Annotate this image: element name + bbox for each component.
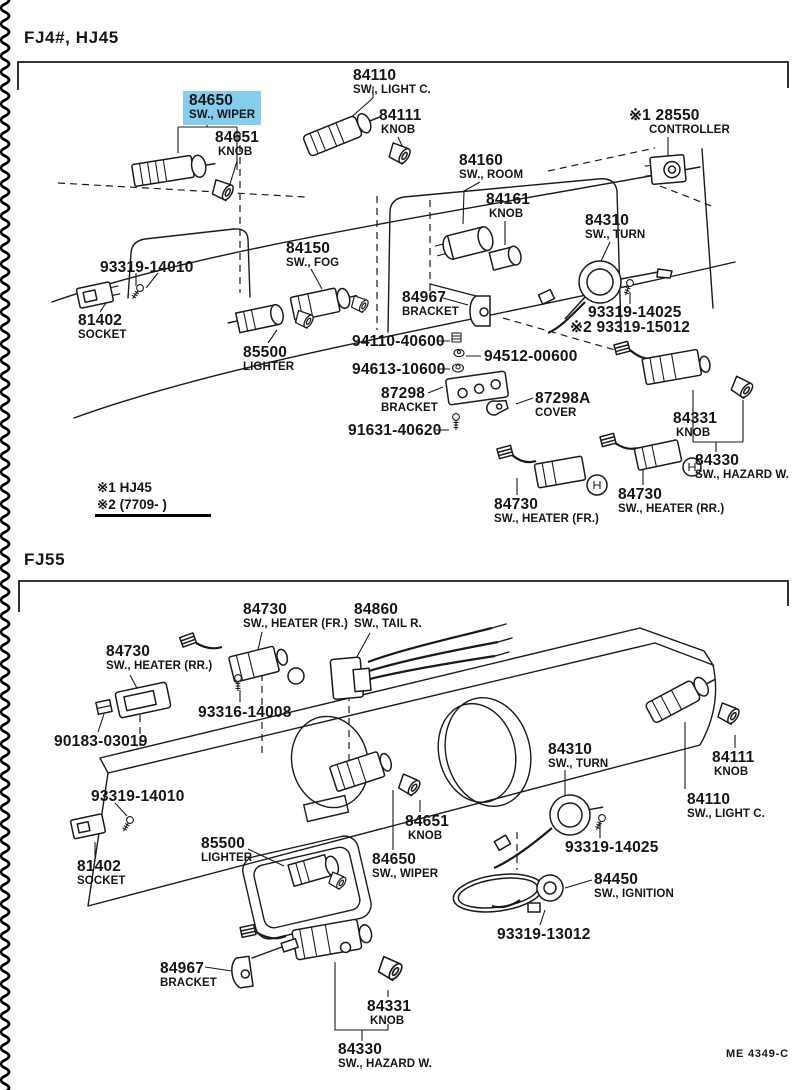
footnote-2: ※2 (7709- )	[97, 497, 167, 512]
part-number: 93319-14010	[91, 788, 185, 805]
part-caption: SW., HEATER (RR.)	[106, 660, 213, 673]
part-label	[629, 108, 730, 137]
part-number: 93319-13012	[497, 926, 591, 943]
part-number: 93319-14010	[100, 259, 194, 276]
part-number: 85500	[201, 835, 246, 852]
fj55-screw-93319-14010-glyph	[121, 815, 135, 833]
fj55-light-knob-glyph	[715, 700, 742, 726]
part-caption: SW., WIPER	[189, 109, 256, 122]
part-label	[494, 497, 599, 526]
part-label	[548, 742, 608, 771]
screw-93319-14025-glyph	[622, 279, 634, 297]
part-number: 84331	[673, 410, 718, 427]
fj55-socket-glyph	[70, 814, 105, 839]
section-title-fj55: FJ55	[24, 550, 66, 569]
light-knob-glyph	[386, 140, 412, 165]
part-number: 93319-14025	[588, 304, 682, 321]
bracket-87298-glyph	[445, 371, 508, 405]
part-caption: SW., WIPER	[372, 868, 439, 881]
part-label	[381, 386, 438, 415]
part-number: 81402	[78, 312, 123, 329]
controller-glyph	[644, 155, 686, 185]
part-number: 84650	[189, 92, 234, 109]
part-number: 84450	[594, 871, 639, 888]
light-switch-glyph	[303, 106, 385, 156]
part-label	[352, 362, 446, 378]
part-number: 84310	[585, 212, 630, 229]
part-label	[570, 320, 690, 336]
part-label	[338, 1042, 432, 1071]
part-number: 84330	[695, 452, 740, 469]
part-label	[565, 840, 659, 856]
part-caption: BRACKET	[402, 306, 459, 319]
part-caption: SW., HAZARD W.	[695, 469, 790, 482]
part-number: 84651	[215, 129, 260, 146]
part-label	[243, 345, 294, 374]
screw-93319-14010-glyph	[130, 283, 145, 300]
fj55-wiper-switch-glyph	[329, 748, 394, 791]
part-caption: KNOB	[489, 208, 524, 221]
part-number: 91631-40620	[348, 422, 442, 439]
hazard-knob-glyph	[728, 374, 755, 400]
part-caption: BRACKET	[381, 402, 438, 415]
cover-87298a-glyph	[485, 398, 509, 417]
part-caption: SOCKET	[78, 329, 127, 342]
part-caption: SW., LIGHT C.	[353, 84, 431, 97]
room-knob-glyph	[489, 245, 523, 271]
part-label	[91, 789, 185, 805]
part-caption: LIGHTER	[243, 361, 295, 374]
part-caption: SW., IGNITION	[594, 888, 674, 901]
part-label	[201, 836, 252, 865]
tail-switch-glyph	[330, 624, 512, 700]
fj55-bracket-84967-glyph	[230, 939, 298, 989]
screw-93316-glyph	[235, 675, 242, 691]
part-caption: SW., FOG	[286, 257, 340, 270]
part-label	[160, 961, 217, 990]
part-caption: KNOB	[408, 830, 443, 843]
clip-90183-glyph	[96, 700, 112, 715]
part-label	[712, 750, 754, 779]
part-number: 84160	[459, 152, 504, 169]
part-label	[100, 260, 194, 276]
part-label	[367, 999, 411, 1028]
part-label	[215, 130, 259, 159]
part-caption: SW., LIGHT C.	[687, 808, 765, 821]
part-label	[594, 872, 674, 901]
part-number: 84730	[243, 601, 288, 618]
fj55-light-switch-glyph	[645, 670, 721, 724]
part-caption: KNOB	[676, 427, 711, 440]
heater-front-switch-glyph	[497, 445, 607, 495]
part-number: 85500	[243, 344, 288, 361]
part-label	[77, 859, 126, 888]
part-number: 84730	[618, 486, 663, 503]
hazard-switch-glyph	[614, 341, 712, 384]
part-label	[54, 734, 148, 750]
part-caption: COVER	[535, 407, 577, 420]
part-number: 87298A	[535, 390, 591, 407]
section-title-fj4-hj45: FJ4#, HJ45	[24, 28, 119, 47]
hardware-column-glyphs	[452, 333, 464, 372]
part-number: 84860	[354, 601, 399, 618]
part-label	[695, 453, 789, 482]
plate-code: ME 4349-C	[726, 1048, 789, 1060]
room-switch-glyph	[433, 225, 495, 262]
part-number: 84967	[402, 289, 447, 306]
part-caption: SW., HEATER (FR.)	[243, 618, 348, 631]
part-label	[497, 927, 591, 943]
part-label	[618, 487, 724, 516]
part-caption: KNOB	[218, 146, 253, 159]
part-number: 93316-14008	[198, 704, 292, 721]
part-number: 84730	[106, 643, 151, 660]
part-number: 81402	[77, 858, 122, 875]
part-caption: SW., HEATER (RR.)	[618, 503, 725, 516]
part-caption: KNOB	[381, 124, 416, 137]
part-number: 84310	[548, 741, 593, 758]
part-label	[372, 852, 438, 881]
part-number: 84150	[286, 240, 331, 257]
part-number: 84110	[687, 791, 731, 808]
screw-91631-glyph	[453, 414, 460, 430]
part-label	[459, 153, 523, 182]
part-number: 90183-03019	[54, 733, 148, 750]
part-caption: SOCKET	[77, 875, 126, 888]
part-number: 84161	[486, 191, 531, 208]
footnote-1: ※1 HJ45	[97, 480, 152, 495]
part-label	[486, 192, 530, 221]
part-caption: BRACKET	[160, 977, 217, 990]
part-label	[673, 411, 717, 440]
part-number: 94110-40600	[352, 333, 445, 350]
part-number: 84967	[160, 960, 205, 977]
part-label	[353, 68, 431, 97]
part-label	[405, 814, 449, 843]
ignition-switch-glyph	[451, 869, 566, 917]
part-label	[535, 391, 591, 420]
part-caption: SW., HEATER (FR.)	[494, 513, 599, 526]
part-number: 84330	[338, 1041, 383, 1058]
part-label	[243, 602, 348, 631]
part-number: 84651	[405, 813, 450, 830]
fj55-wiper-knob-glyph	[395, 771, 422, 797]
part-label	[286, 241, 339, 270]
part-caption: SW., HAZARD W.	[338, 1058, 433, 1071]
part-number: 94512-00600	[484, 348, 578, 365]
part-caption: CONTROLLER	[649, 124, 730, 137]
part-label	[78, 313, 127, 342]
part-caption: SW., TAIL R.	[354, 618, 422, 631]
part-label	[402, 290, 459, 319]
part-label	[198, 705, 292, 721]
socket-glyph	[76, 280, 121, 308]
part-label	[352, 334, 445, 350]
part-label	[585, 213, 645, 242]
part-caption: SW., TURN	[548, 758, 609, 771]
part-number: 84110	[353, 67, 397, 84]
footnote-underline	[95, 514, 211, 517]
part-label	[106, 644, 212, 673]
part-label	[687, 792, 765, 821]
part-number: 84111	[712, 749, 755, 766]
part-caption: KNOB	[370, 1015, 405, 1028]
part-number: ※1 28550	[629, 107, 700, 124]
part-number: 84650	[372, 851, 417, 868]
part-label	[484, 349, 578, 365]
part-label	[183, 91, 261, 125]
part-label	[354, 602, 422, 631]
part-number: 93319-14025	[565, 839, 659, 856]
part-caption: SW., TURN	[585, 229, 646, 242]
wiper-switch-glyph	[132, 152, 218, 188]
part-number: 87298	[381, 385, 426, 402]
part-number: 84331	[367, 998, 412, 1015]
fj55-hazard-knob-glyph	[375, 954, 404, 982]
torn-edge	[1, 0, 9, 1090]
part-caption: SW., ROOM	[459, 169, 524, 182]
lighter-glyph	[226, 304, 285, 335]
part-number: ※2 93319-15012	[570, 319, 691, 336]
part-label	[348, 423, 442, 439]
fj55-heater-rear-switch-glyph	[115, 682, 171, 718]
part-number: 84730	[494, 496, 539, 513]
part-label	[379, 108, 421, 137]
part-number: 84111	[379, 107, 422, 124]
part-caption: LIGHTER	[201, 852, 253, 865]
part-caption: KNOB	[714, 766, 749, 779]
part-number: 94613-10600	[352, 361, 446, 378]
